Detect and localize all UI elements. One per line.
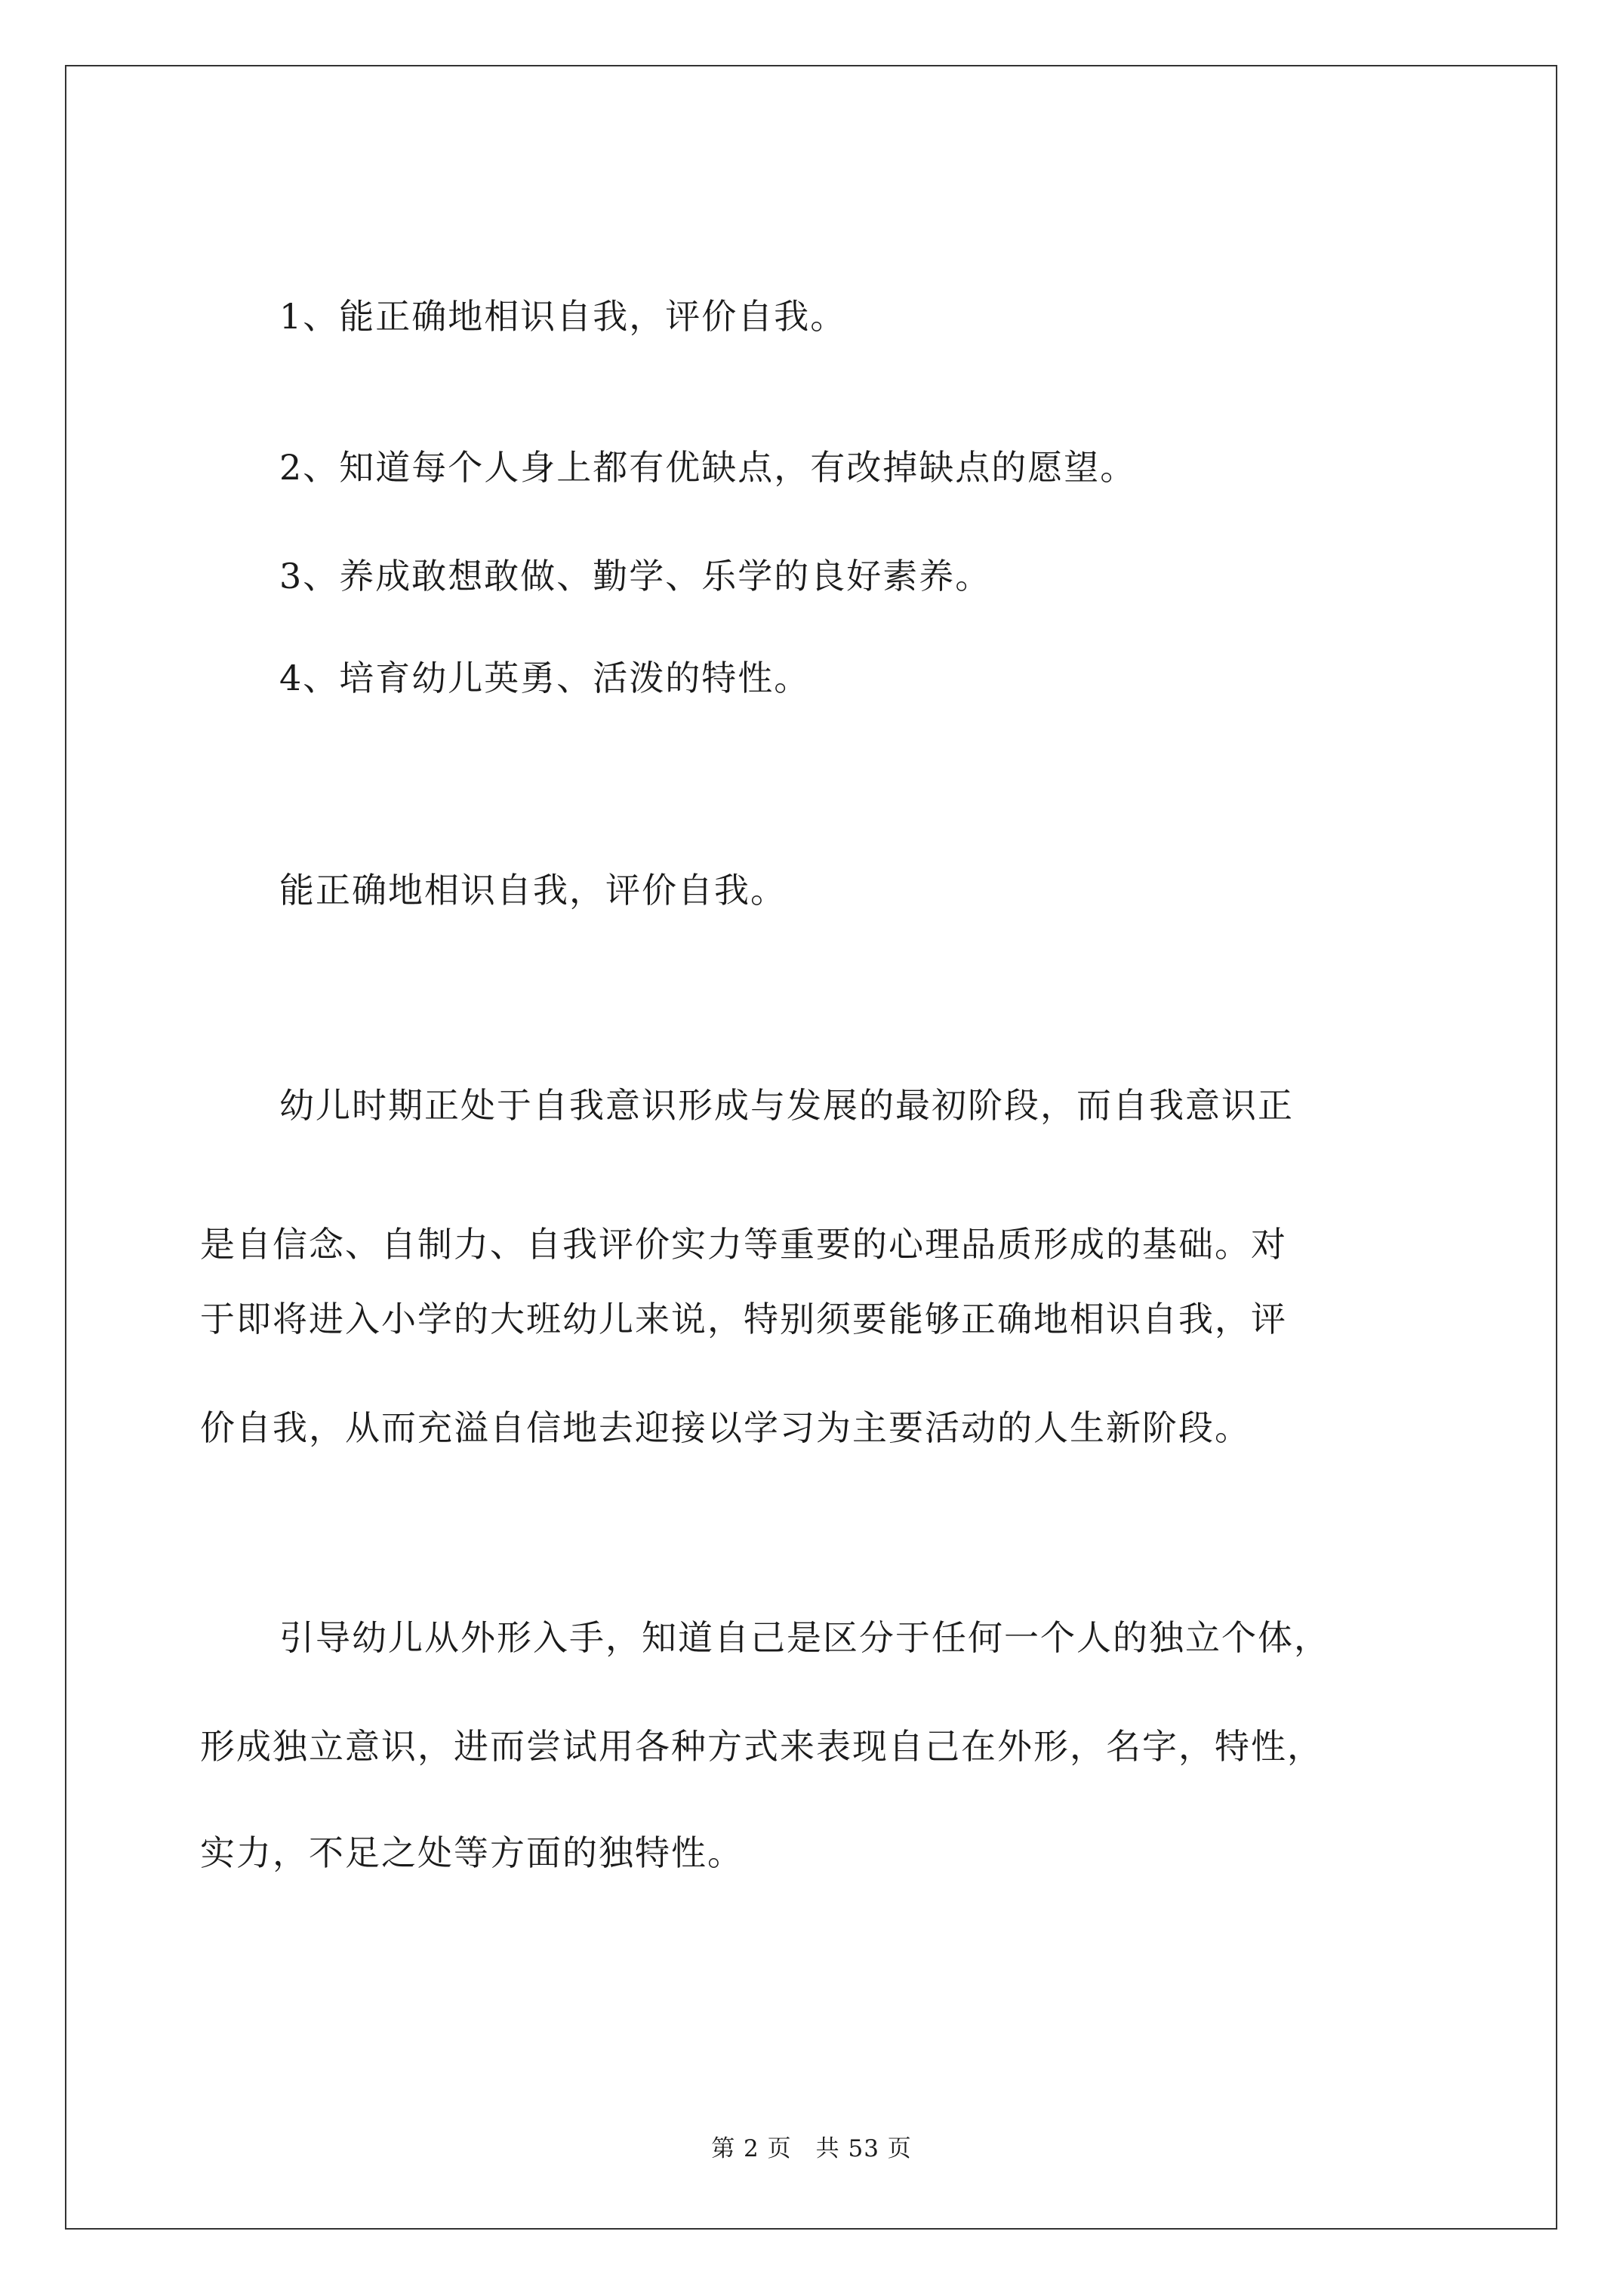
objective-item-4: 4、培育幼儿英勇、活泼的特性。: [279, 658, 811, 698]
key-point-text: 能正确地相识自我，评价自我。: [279, 870, 787, 911]
paragraph-2-line-1: 引导幼儿从外形入手，知道自己是区分于任何一个人的独立个体，: [279, 1617, 1330, 1658]
objective-item-1: 1、能正确地相识自我，评价自我。: [279, 296, 847, 337]
page-frame: [65, 65, 1557, 2230]
paragraph-1-line-3: 于即将进入小学的大班幼儿来说，特别须要能够正确地相识自我，评: [200, 1299, 1287, 1339]
objective-item-2: 2、知道每个人身上都有优缺点，有改掉缺点的愿望。: [279, 447, 1137, 488]
paragraph-1-line-4: 价自我，从而充溢自信地去迎接以学习为主要活动的人生新阶段。: [200, 1407, 1251, 1448]
paragraph-1-line-1: 幼儿时期正处于自我意识形成与发展的最初阶段，而自我意识正: [279, 1085, 1294, 1126]
paragraph-2-line-2: 形成独立意识，进而尝试用各种方式来表现自己在外形，名字，特性，: [200, 1726, 1323, 1767]
objective-item-3: 3、养成敢想敢做、勤学、乐学的良好素养。: [279, 556, 992, 596]
paragraph-1-line-2: 是自信念、自制力、自我评价实力等重要的心理品质形成的基础。对: [200, 1224, 1287, 1265]
page-number-footer: 第 2 页 共 53 页: [711, 2135, 912, 2162]
paragraph-2-line-3: 实力，不足之处等方面的独特性。: [200, 1832, 744, 1873]
